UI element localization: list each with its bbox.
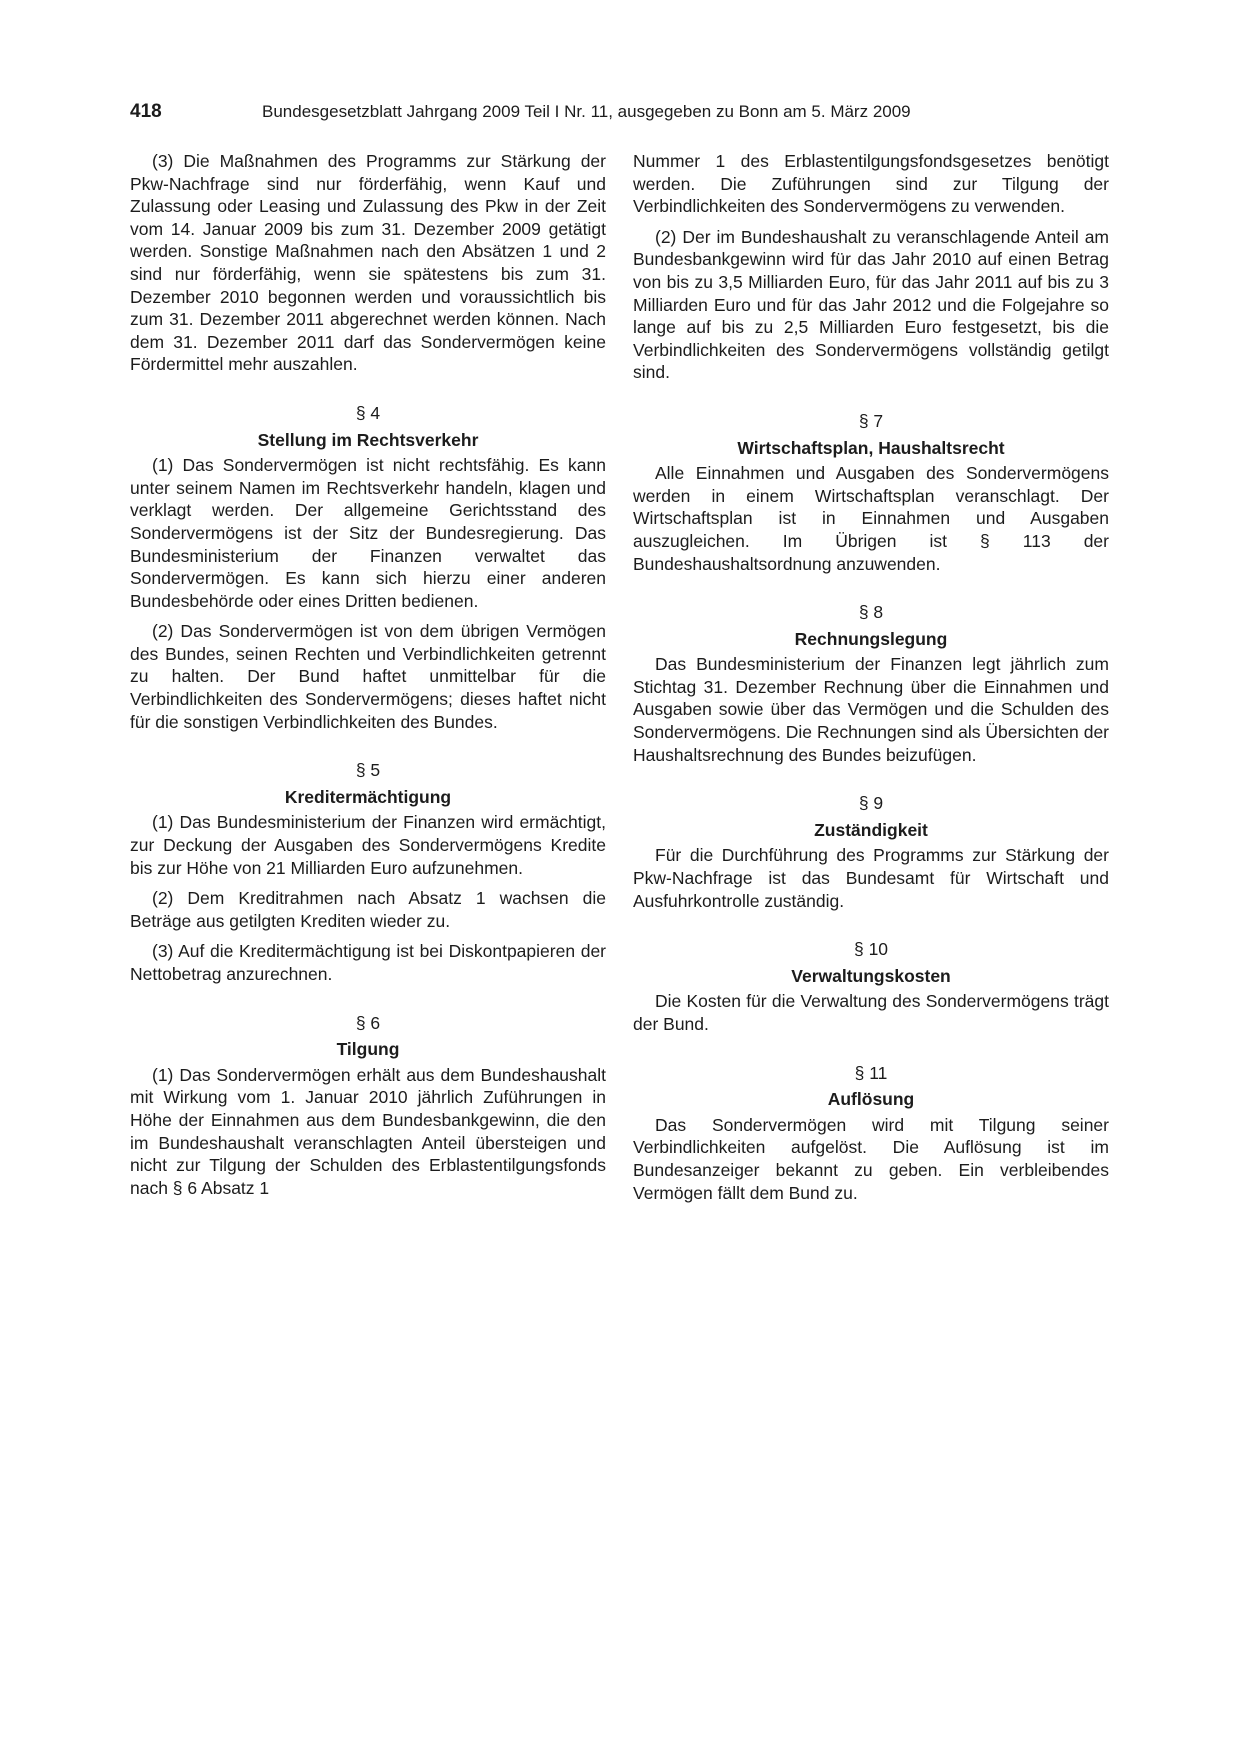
section-7-number: § 7 (858, 410, 884, 431)
left-column (130, 150, 606, 1207)
section-10-number: § 10 (853, 939, 889, 960)
section-9-paragraph: Für die Durchführung des Programms zur Stärkung der Pkw-Nachfrage ist das Bundesamt für Wirtschaft und Ausfuhrkontrolle zuständig. (633, 845, 1109, 911)
section-4-paragraph-1: (1) Das Sondervermögen ist nicht rechtsfähig. Es kann unter seinem Namen im Rechtsverkehr handeln, klagen und verklagt werden. Der allgemeine Gerichtsstand des Sondervermögens ist der Sitz der Bundesregierung. Das Bundesministerium der Finanzen verwaltet das Sondervermögen. Es kann sich hierzu einer anderen Bundesbehörde oder eines Dritten bedienen. (130, 455, 606, 611)
section-7-paragraph: Alle Einnahmen und Ausgaben des Sondervermögens werden in einem Wirtschaftsplan veranschlagt. Der Wirtschaftsplan ist in Einnahmen und Ausgaben auszugleichen. Im Übrigen ist § 113 der Bundeshaushaltsordnung anzuwenden. (633, 463, 1109, 574)
section-6-paragraph-2: (2) Der im Bundeshaushalt zu veranschlagende Anteil am Bundesbankgewinn wird für das Jahr 2010 auf einen Betrag von bis zu 3,5 Milliarden Euro, für das Jahr 2011 auf bis zu 3 Milliarden Euro und für das Jahr 2012 und die Folgejahre so lange auf bis zu 2,5 Milliarden Euro festgesetzt, bis die Verbindlichkeiten des Sondervermögens vollständig getilgt sind. (633, 226, 1109, 383)
section-4-paragraph-2: (2) Das Sondervermögen ist von dem übrigen Vermögen des Bundes, seinen Rechten und Verbindlichkeiten getrennt zu halten. Der Bund haftet unmittelbar für die Verbindlichkeiten des Sondervermögens; dieses haftet nicht für die sonstigen Verbindlichkeiten des Bundes. (130, 621, 606, 732)
page-header (130, 101, 982, 127)
section-4-title: Stellung im Rechtsverkehr (257, 429, 479, 450)
running-head: Bundesgesetzblatt Jahrgang 2009 Teil I Nr. 11, ausgegeben zu Bonn am 5. März 2009 (262, 102, 911, 121)
section-11-paragraph: Das Sondervermögen wird mit Tilgung seiner Verbindlichkeiten aufgelöst. Die Auflösung ist im Bundesanzeiger bekannt zu geben. Ein verbleibendes Vermögen fällt dem Bund zu. (633, 1114, 1109, 1203)
section-9-number: § 9 (858, 793, 884, 814)
section-6-paragraph-1: (1) Das Sondervermögen erhält aus dem Bundeshaushalt mit Wirkung vom 1. Januar 2010 jährlich Zuführungen in Höhe der Einnahmen aus dem Bundesbankgewinn, die den im Bundeshaushalt veranschlagten Anteil übersteigen und nicht zur Tilgung der Schulden des Erblastentilgungsfonds nach § 6 Absatz 1 (130, 1064, 606, 1198)
section-5-title: Kreditermächtigung (284, 786, 452, 807)
section-4-number: § 4 (355, 402, 381, 423)
section-5-paragraph-2: (2) Dem Kreditrahmen nach Absatz 1 wachsen die Beträge aus getilgten Krediten wieder zu. (130, 888, 606, 931)
section-6-title: Tilgung (336, 1039, 400, 1060)
section-5-paragraph-1: (1) Das Bundesministerium der Finanzen wird ermächtigt, zur Deckung der Ausgaben des Sondervermögens Kredite bis zur Höhe von 21 Milliarden Euro aufzunehmen. (130, 812, 606, 878)
section-10-title: Verwaltungskosten (791, 965, 951, 986)
section-8-paragraph: Das Bundesministerium der Finanzen legt jährlich zum Stichtag 31. Dezember Rechnung über die Einnahmen und Ausgaben sowie über das Vermögen und die Schulden des Sondervermögens. Die Rechnungen sind als Übersichten der Haushaltsrechnung des Bundes beizufügen. (633, 654, 1109, 765)
section-5-paragraph-3: (3) Auf die Kreditermächtigung ist bei Diskontpapieren der Nettobetrag anzurechnen. (130, 941, 606, 984)
section-6-paragraph-1-continued: Nummer 1 des Erblastentilgungsfondsgesetzes benötigt werden. Die Zuführungen sind zur Tilgung der Verbindlichkeiten des Sondervermögens zu verwenden. (633, 151, 1109, 217)
section-8-number: § 8 (858, 602, 884, 623)
section-7-title: Wirtschaftsplan, Haushaltsrecht (737, 437, 1005, 458)
section-9-title: Zuständigkeit (814, 819, 928, 840)
right-column (633, 150, 1109, 1212)
section-11-title: Auflösung (827, 1089, 915, 1110)
section-10-paragraph: Die Kosten für die Verwaltung des Sondervermögens trägt der Bund. (633, 991, 1109, 1034)
section-11-number: § 11 (854, 1062, 888, 1083)
section-6-number: § 6 (355, 1012, 381, 1033)
page-number: 418 (130, 101, 162, 122)
section-5-number: § 5 (355, 760, 381, 781)
section-8-title: Rechnungslegung (794, 628, 948, 649)
section-3-paragraph-3: (3) Die Maßnahmen des Programms zur Stärkung der Pkw-Nachfrage sind nur förderfähig, wenn Kauf und Zulassung oder Leasing und Zulassung des Pkw in der Zeit vom 14. Januar 2009 bis zum 31. Dezember 2009 getätigt werden. Sonstige Maßnahmen nach den Absätzen 1 und 2 sind nur förderfähig, wenn sie spätestens bis zum 31. Dezember 2010 begonnen werden und voraussichtlich bis zum 31. Dezember 2011 abgerechnet werden können. Nach dem 31. Dezember 2011 darf das Sondervermögen keine Fördermittel mehr auszahlen. (130, 151, 606, 375)
